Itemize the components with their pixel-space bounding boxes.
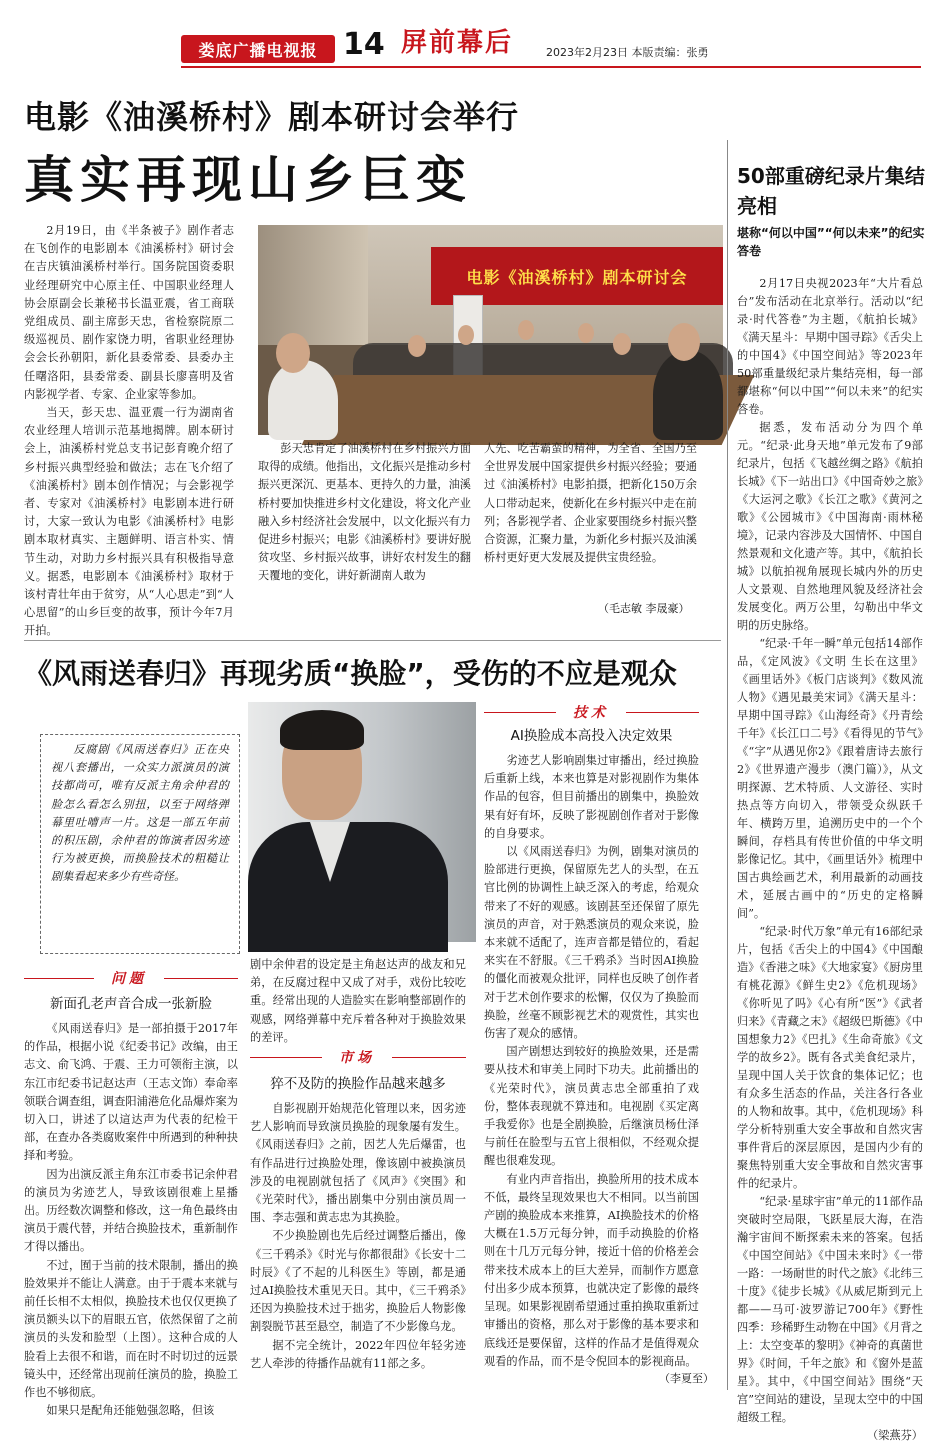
story2-paragraph: 剧中余仲君的设定是主角赵达声的战友和兄弟，在反腐过程中又成了对手，戏份比较吃重。经常出现的人造脸实在影响整部剧作的观感，网络弹幕中充斥着各种对于换脸效果的差评。 [250,958,466,1044]
section-title-tech: AI换脸成本高投入决定效果 [510,728,673,744]
page-number: 14 [343,27,385,62]
section-rule [392,1057,466,1058]
section-rule [164,978,238,979]
right-headline: 50部重磅纪录片集结亮相 [737,164,925,218]
story2-paragraph: 《风雨送春归》是一部拍摄于2017年的作品，根据小说《纪委书记》改编，由王志文、俞飞鸿、于震、王力可领衔主演，以东江市纪委书记赵达声（王志文饰）奉命率领联合调查组，调查阳浦港危化品爆炸案为切入口，讲述了以這达声为代表的纪检干部，在查办各类腐败案件中所遇到的种种抉择和考验。 [24,1022,238,1163]
lead-headline-top: 电影《油溪桥村》剧本研讨会举行 [24,98,520,136]
lead-paragraph: 2月19日，由《半条被子》剧作者志在飞创作的电影剧本《油溪桥村》研讨会在吉庆镇油溪桥村举行。国务院国资委职业经理研究中心原主任、中国职业经理人协会原副会长兼秘书长温亚震，省工商联党组成员、副主席彭天忠，省检察院原二级巡视员、剧作家饶力明，省职业经理协会会长孙朝阳，新化县委常委、县委办主任曙洛阳，县委常委、副县长廖喜明及省内影视学者、专家、企业家等参加。 [24,224,234,401]
story2-paragraph: 不少换脸剧也先后经过调整后播出，像《三千鸦杀》《时光与你都很甜》《长安十二时辰》《了不起的儿科医生》等剧，都是通过AI换脸技术重见天日。其中，《三千鸦杀》还因为换脸技术过于拙劣，换脸后人物影像割裂脱节甚至悬空，制造了不少影像乌龙。 [250,1229,466,1334]
story2-paragraph: 以《风雨送春归》为例，剧集对演员的脸部进行更换，保留原先艺人的头型，在五官比例的协调性上缺乏深入的考虑，给观众带来了不好的观感。该剧甚至还保留了原先演员的声音，对于熟悉演员的观众来说，脸本来就不适配了，连声音都是错位的，看起来实在不舒服。《三千鸦杀》当时因AI换脸的僵化而被观众批评，同样也反映了创作者对于艺术创作要求的松懈，仅仅为了换脸而换脸，丝毫不顾影视艺术的观赏性，其实也伤害了观众的感情。 [484,845,699,1041]
story2-column-2-top [250,956,466,1047]
story2-column-3 [484,752,699,1371]
story2-paragraph: 据不完全统计，2022年四位年轻劣迹艺人牵涉的待播作品就有11部之多。 [250,1338,466,1370]
right-column-divider [727,140,728,1390]
actor-photo [248,702,476,942]
right-paragraph: 2月17日央视2023年“大片看总台”发布活动在北京举行。活动以“纪录·时代答卷”为主题，《航拍长城》《满天星斗：早期中国寻踪》《舌尖上的中国4》《中国空间站》等2023年50部重量级纪录片集结亮相，每一部都堪称“何以中国”“何以未来”的纪实答卷。 [737,277,923,416]
story2-byline: （李夏至） [659,1372,714,1385]
section-tag-tech: 技术 [573,705,609,721]
lead-column-2 [258,440,471,586]
story2-paragraph: 劣迹艺人影响剧集过审播出，经过换脸后重新上线，本来也算是对影视剧作为集体作品的包容，但目前播出的剧集中，换脸效果有好有坏，反映了影视剧创作者对于影像的自身要求。 [484,754,699,840]
story-divider [24,640,721,641]
section-rule [250,1057,322,1058]
date-editor: 2023年2月23日 本版责编：张勇 [546,46,709,59]
section-title-market: 猝不及防的换脸作品越来越多 [270,1076,446,1092]
story2-column-2-bottom [250,1100,466,1373]
photo-banner-text: 电影《油溪桥村》剧本研讨会 [431,247,723,305]
right-paragraph: “纪录·时代万象”单元有16部纪录片，包括《舌尖上的中国4》《中国酿造》《香港之味》《大地家宴》《厨房里有桃花源》《鲜生史2》《危机现场》《你听见了吗》《心有所“医”》《武者归来》《青藏之末》《超级巴斯德》《中国想象力2》《巴扎》《生命奇旅》《文学的故乡2》。既有各式美食纪录片，呈现中国人关于饮食的集体记忆；也有众多生活态的作品，关注各行各业的人物和故事。其中，《危机现场》科学分析特别重大安全事故和自然灾害事件背后的深层原因，是国内少有的聚焦特别重大安全事故和自然灾害事件的纪录片。 [737,925,923,1190]
lead-column-1 [24,222,234,641]
section-rule [24,978,94,979]
story2-intro: 反腐剧《风雨送春归》正在央视八套播出，一众实力派演员的演技都尚可，唯有反派主角余仲君的脸怎么看怎么别扭，以至于网络弹幕里吐嘈声一片。这是一部五年前的积压剧，余仲君的饰演者因劣迹行为被更换，而换脸技术的粗糙让剧集看起来多少有些奇怪。 [51,743,229,884]
section-title-problem: 新面孔老声音合成一张新脸 [50,996,212,1012]
paper-logo: 娄底广播电视报 [181,35,335,63]
story2-headline: 《风雨送春归》再现劣质“换脸”，受伤的不应是观众 [24,657,677,690]
story2-paragraph: 因为出演反派主角东江市委书记余仲君的演员为劣迹艺人，导致该剧很难上星播出。历经数次调整和修改，这一角色最终由演员于震代替，并结合换脸技术，重新制作才得以播出。 [24,1167,238,1254]
lead-paragraph: 当天，彭天忠、温亚震一行为湖南省农业经理人培训示范基地揭牌。剧本研讨会上，油溪桥村党总支书记彭育晚介绍了乡村振兴典型经验和做法；志在飞介绍了《油溪桥村》剧本创作情况；与会影视学者、专家对《油溪桥村》电影剧本进行研讨，大家一致认为电影《油溪桥村》电影剧本取材真实、主题鲜明、语言朴实、情节生动，对助力乡村振兴具有积极指导意义。据悉，电影剧本《油溪桥村》取材于该村青壮年由于贫穷，从“人心思走”到“人心思留”的山乡巨变的故事，预计今年7月开拍。 [24,406,234,638]
right-paragraph: 据悉，发布活动分为四个单元。“纪录·此身天地”单元发布了9部纪录片，包括《飞越丝绸之路》《航拍长城》《下一站出口》《中国奇妙之旅》《大运河之歌》《长江之歌》《黄河之歌》《公园城市》《中国海南·雨林秘境》，记录内容涉及大国情怀、中国自然景观和文化遗产等。其中，《航拍长城》以航拍视角展现长城内外的历史人文景观、自然地理风貌及经济社会发展变化。两万公里，勾勒出中华文明的历史脉络。 [737,421,923,632]
lead-paragraph: 人先、吃苦霸蛮的精神，为全省、全国乃至全世界发展中国家提供乡村振兴经验；要通过《油溪桥村》电影拍摄，把新化150万余人口带动起来，使新化在乡村振兴中走在前列；各影视学者、企业家要围绕乡村振兴整合资源，汇聚力量，为新化乡村振兴及油溪桥村更好更大发展及提供宝贵经验。 [484,442,697,565]
right-byline: （梁燕芬） [867,1429,923,1442]
story2-column-1 [24,1020,238,1420]
lead-column-3 [484,440,697,567]
story2-paragraph: 自影视剧开始规范化管理以来，因劣迹艺人影响而导致演员换脸的现象屡有发生。《风雨送春归》之前，因艺人先后爆雷，也有作品进行过换脸处理，像该剧中被换演员涉及的电视剧就包括了《风声》《突围》和《光荣时代》，播出剧集中分别由演员周一围、李志强和黄志忠为其换脸。 [250,1102,466,1225]
lead-headline-main: 真实再现山乡巨变 [24,151,472,209]
story2-paragraph: 如果只是配角还能勉强忽略，但该 [46,1404,215,1418]
section-name: 屏前幕后 [401,28,514,58]
right-paragraph: “纪录·星球宇宙”单元的11部作品突破时空局限，飞跃星辰大海，在浩瀚宇宙间不断探索未来的答案。包括《中国空间站》《中国未来时》《一带一路：一场耐世的时代之旅》《北纬三十度》《徒步长城》《从威尼斯到元上都——马可·波罗游记700年》《野性四季：珍稀野生动物在中国》《月背之上：太空变革的黎明》《神奇的真菌世界》《时间，千年之旅》和《窗外是蓝星》。其中，《中国空间站》围绕“天宫”空间站的建设，呈现太空中的中国超级工程。 [737,1195,923,1424]
right-paragraph: “纪录·千年一瞬”单元包括14部作品，《定风波》《文明 生长在这里》《画里话外》《板门店谈判》《数风流人物》《遇见最美宋词》《满天星斗：早期中国寻踪》《山海经奇》《丹青绘千年》《长江口二号》《看得见的节气》《“字”从遇见你2》《跟着唐诗去旅行2》《世界遗产漫步（澳门篇）》，从文明探源、艺术特质、人文游径、实时热点等方向切入，带领受众纵跃千年、横跨万里，追溯历史中的一个个瞬间，存档具有传世价值的中华文明影像记忆。其中，《画里话外》梳理中国古典绘画艺术，利用最新的动画技术，延展古画中的“历史的定格瞬间”。 [737,637,923,920]
seminar-photo [258,225,723,435]
section-rule [484,712,556,713]
masthead-rule [181,66,921,68]
section-rule [626,712,699,713]
lead-byline: （毛志敏 李晟豪） [598,602,690,615]
story2-intro-box [40,734,240,954]
section-tag-market: 市场 [339,1050,375,1066]
right-subheadline: 堪称“何以中国”“何以未来”的纪实答卷 [737,226,925,258]
lead-paragraph: 彭天忠肯定了油溪桥村在乡村振兴方面取得的成绩。他指出，文化振兴是推动乡村振兴更深沉、更基本、更持久的力量，油溪桥村要加快推进乡村文化建设，将文化产业融入乡村经济社会发展中，以文化振兴有力促进乡村振兴；电影《油溪桥村》要讲好脱贫攻坚、乡村振兴故事，讲好农村发生的翻天覆地的变化，讲好新湖南人敢为 [258,442,471,583]
story2-paragraph: 有业内声音指出，换脸所用的技术成本不低，最终呈现效果也大不相同。以当前国产剧的换脸成本来推算，AI换脸技术的价格大概在1.5万元每分钟，而手动换脸的价格则在十几万元每分钟，接近十倍的价格差会带来技术成本上的巨大差异，而制作方愿意付出多少成本预算，也就决定了影像的最终呈现。如果影视剧希望通过重拍换取重新过审播出的资格，那么对于影像的基本要求和底线还是要保留，这样的作品才是值得观众观看的作品，而不是令倪回本的影视商品。 [484,1172,699,1368]
right-body [737,275,923,1445]
story2-paragraph: 不过，囿于当前的技术限制，播出的换脸效果并不能让人满意。由于于震本来就与前任长相不太相似，换脸技术也仅仅更换了演员额头以下的眉眼五官，依然保留了之前演员的头发和脸型（上图）。这种合成的人脸看上去很不和谐，而在时不时切过的远景镜头中，还经常出现前任演员的脸，换脸工作也不够彻底。 [24,1258,238,1400]
story2-paragraph: 国产剧想达到较好的换脸效果，还是需要从技术和审美上同时下功夫。此前播出的《光荣时代》，演员黄志忠全部重拍了戏份，整体表现就不算违和。电视剧《买定离手我爱你》也是全剧换脸，后继演员杨仕泽与前任在脸型与五官上很相似，不经观众提醒也很难发现。 [484,1045,699,1168]
masthead [0,0,935,78]
section-tag-problem: 问题 [111,971,147,987]
